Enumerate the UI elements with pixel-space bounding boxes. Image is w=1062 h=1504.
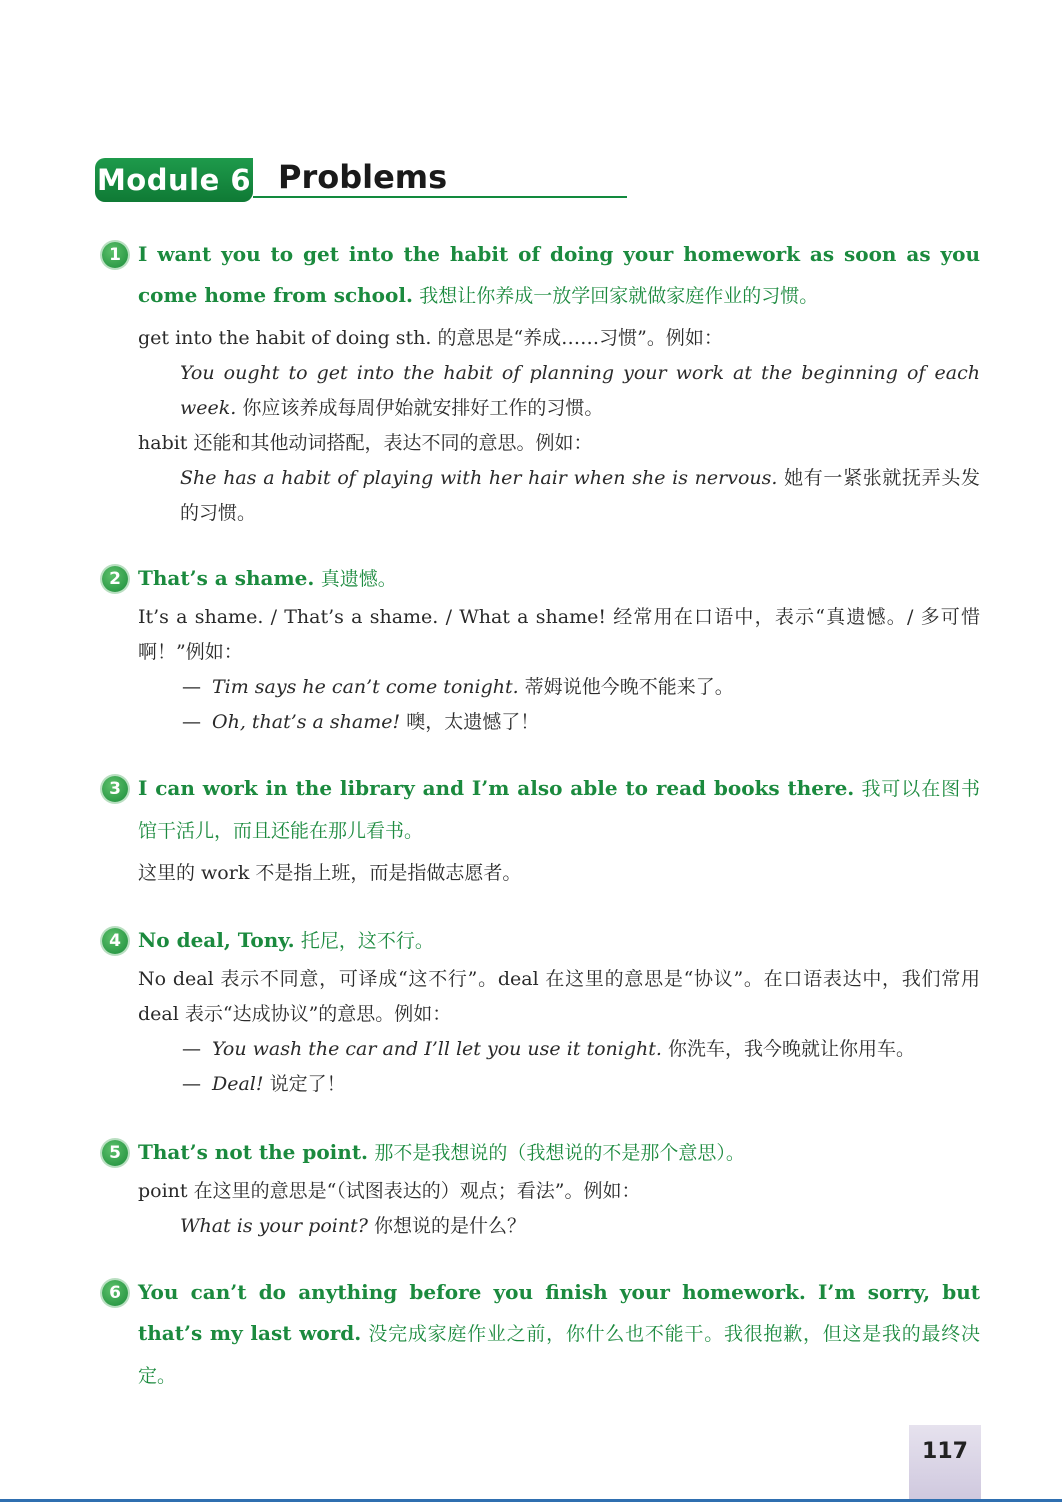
dialogue-line xyxy=(182,1032,980,1067)
example-english: She has a habit of playing with her hair when she is nervous. xyxy=(180,467,778,489)
item-number-badge: 2 xyxy=(102,566,128,592)
header-underline xyxy=(253,196,627,198)
example-chinese: 蒂姆说他今晚不能来了。 xyxy=(524,676,734,698)
example-english: Oh, that’s a shame! xyxy=(212,711,401,733)
example-chinese: 说定了！ xyxy=(269,1073,346,1095)
item-heading xyxy=(138,234,980,317)
explanation: No deal 表示不同意，可译成“这不行”。deal 在这里的意思是“协议”。在口语表达中，我们常用 deal 表示“达成协议”的意思。例如： xyxy=(138,968,980,1025)
heading-english: That’s a shame. xyxy=(138,566,315,590)
item-heading xyxy=(138,920,980,962)
dialogue-line xyxy=(182,670,980,705)
dialogue-line xyxy=(182,1067,980,1102)
heading-chinese: 托尼，这不行。 xyxy=(300,930,434,952)
explanation: habit 还能和其他动词搭配，表达不同的意思。例如： xyxy=(138,432,593,454)
module-header xyxy=(95,156,627,202)
note-item-2 xyxy=(100,558,980,740)
example-sentence xyxy=(180,356,980,426)
example-english: Tim says he can’t come tonight. xyxy=(212,676,519,698)
dialogue-dash: — xyxy=(182,1038,201,1060)
heading-chinese: 我可以在图书馆干活儿，而且还能在那儿看书。 xyxy=(138,778,980,842)
explanation: 这里的 work 不是指上班，而是指做志愿者。 xyxy=(138,862,522,884)
dialogue-line xyxy=(182,705,980,740)
heading-english: No deal, Tony. xyxy=(138,928,295,952)
item-number-badge: 3 xyxy=(102,776,128,802)
heading-chinese: 没完成家庭作业之前，你什么也不能干。我很抱歉，但这是我的最终决定。 xyxy=(138,1323,980,1387)
heading-chinese: 那不是我想说的（我想说的不是那个意思）。 xyxy=(374,1142,745,1164)
heading-english: That’s not the point. xyxy=(138,1140,369,1164)
heading-chinese: 真遗憾。 xyxy=(320,568,397,590)
item-heading xyxy=(138,558,980,600)
example-chinese: 你想说的是什么？ xyxy=(373,1215,526,1237)
example-chinese: 你应该养成每周伊始就安排好工作的习惯。 xyxy=(242,397,604,419)
heading-chinese: 我想让你养成一放学回家就做家庭作业的习惯。 xyxy=(419,285,819,307)
example-english: You wash the car and I’ll let you use it tonight. xyxy=(212,1038,662,1060)
page-number: 117 xyxy=(922,1439,968,1464)
example-english: What is your point? xyxy=(180,1215,368,1237)
note-item-1 xyxy=(100,234,980,531)
dialogue-dash: — xyxy=(182,1073,201,1095)
example-english: Deal! xyxy=(212,1073,264,1095)
heading-english: I can work in the library and I’m also able to read books there. xyxy=(138,776,855,800)
note-item-5 xyxy=(100,1132,980,1244)
example-sentence xyxy=(180,461,980,531)
note-item-4 xyxy=(100,920,980,1102)
example-chinese: 你洗车，我今晚就让你用车。 xyxy=(667,1038,915,1060)
note-item-3 xyxy=(100,768,980,891)
example-sentence xyxy=(180,1209,980,1244)
note-item-6 xyxy=(100,1272,980,1397)
heading-english: You can’t do anything before you finish your homework. I’m sorry, but that’s my last word. xyxy=(138,1280,980,1345)
module-badge: Module 6 xyxy=(95,158,253,202)
page-number-tab xyxy=(909,1425,981,1501)
dialogue-dash: — xyxy=(182,711,201,733)
item-heading xyxy=(138,1272,980,1397)
item-number-badge: 6 xyxy=(102,1280,128,1306)
dialogue-dash: — xyxy=(182,676,201,698)
explanation: point 在这里的意思是“（试图表达的）观点；看法”。例如： xyxy=(138,1180,641,1202)
explanation: get into the habit of doing sth. 的意思是“养成……习惯”。例如： xyxy=(138,327,723,349)
item-number-badge: 1 xyxy=(102,242,128,268)
example-chinese: 噢，太遗憾了！ xyxy=(406,711,540,733)
explanation: It’s a shame. / That’s a shame. / What a shame! 经常用在口语中，表示“真遗憾。/ 多可惜啊！”例如： xyxy=(138,606,980,663)
item-heading xyxy=(138,768,980,852)
example-english: You ought to get into the habit of planning your work at the beginning of each week. xyxy=(180,362,980,419)
item-number-badge: 5 xyxy=(102,1140,128,1166)
example-chinese: 她有一紧张就抚弄头发的习惯。 xyxy=(180,467,980,524)
item-heading xyxy=(138,1132,980,1174)
page-title: Problems xyxy=(278,158,448,196)
bottom-rule xyxy=(0,1499,1062,1502)
heading-english: I want you to get into the habit of doing your homework as soon as you come home from school. xyxy=(138,242,980,307)
item-number-badge: 4 xyxy=(102,928,128,954)
